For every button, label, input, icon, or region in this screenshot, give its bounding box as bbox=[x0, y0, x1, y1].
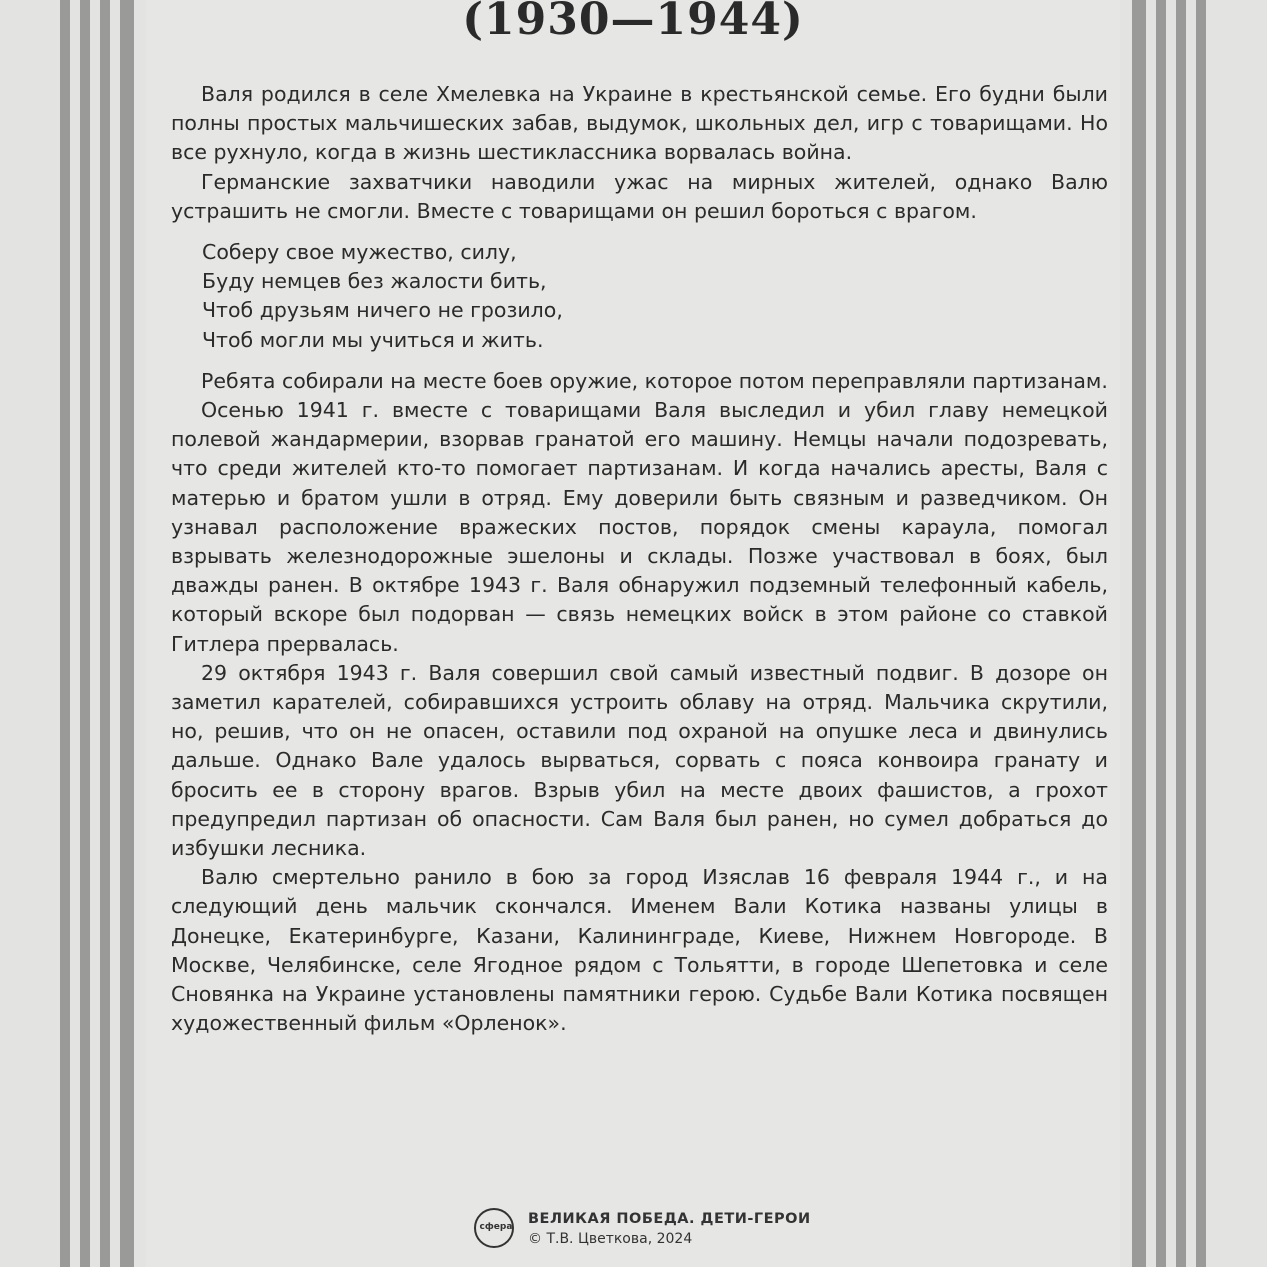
paragraph: Ребята собирали на месте боев оружие, которое потом переправляли партизанам. bbox=[201, 368, 1108, 393]
poem-line: Чтоб могли мы учиться и жить. bbox=[202, 327, 544, 352]
paragraph: Валю смертельно ранило в бою за город Изяслав 16 февраля 1944 г., и на следующий день мальчик скончался. Именем Вали Котика названы улицы в Донецке, Екатеринбурге, Казани, Калининграде, Киеве, Нижнем Новгороде. В Москве, Челябинске, селе Ягодное рядом с Тольятти, в городе Шепетовка и селе Сновянка на Украине установлены памятники герою. Судьбе Вали Котика посвящен художественный фильм «Орленок». bbox=[171, 865, 1108, 1036]
border-stripe bbox=[100, 0, 110, 1267]
paragraph: Валя родился в селе Хмелевка на Украине в крестьянской семье. Его будни были полны простых мальчишеских забав, выдумок, школьных дел, игр с товарищами. Но все рухнуло, когда в жизнь шестиклассника ворвалась война. bbox=[171, 82, 1108, 165]
footer bbox=[474, 1208, 834, 1254]
poem-line: Буду немцев без жалости бить, bbox=[202, 269, 547, 294]
border-stripe bbox=[1156, 0, 1166, 1267]
poem-line: Чтоб друзьям ничего не грозило, bbox=[202, 298, 563, 323]
poem bbox=[202, 238, 1108, 355]
article-body bbox=[171, 80, 1108, 1039]
text-sheet bbox=[146, 0, 1120, 1267]
paragraph: Осенью 1941 г. вместе с товарищами Валя выследил и убил главу немецкой полевой жандармерии, взорвав гранатой его машину. Немцы начали подозревать, что среди жителей кто-то помогает партизанам. И когда начались аресты, Валя с матерью и братом ушли в отряд. Ему доверили быть связным и разведчиком. Он узнавал расположение вражеских постов, порядок смены караула, помогал взрывать железнодорожные эшелоны и склады. Позже участвовал в боях, был дважды ранен. В октябре 1943 г. Валя обнаружил подземный телефонный кабель, который вскоре был подорван — связь немецких войск в этом районе со ставкой Гитлера прервалась. bbox=[171, 398, 1108, 656]
page-title: (1930—1944) bbox=[462, 0, 804, 45]
border-stripe bbox=[120, 0, 134, 1267]
border-stripe bbox=[1176, 0, 1186, 1267]
paragraph: Германские захватчики наводили ужас на мирных жителей, однако Валю устрашить не смогли. Вместе с товарищами он решил бороться с врагом. bbox=[171, 169, 1108, 223]
border-stripe bbox=[1196, 0, 1206, 1267]
logo-text: сфера bbox=[479, 1222, 513, 1232]
border-stripe bbox=[60, 0, 70, 1267]
copyright: © Т.В. Цветкова, 2024 bbox=[528, 1231, 693, 1247]
publisher-logo-icon bbox=[474, 1208, 514, 1248]
poem-line: Соберу свое мужество, силу, bbox=[202, 240, 517, 265]
border-stripe bbox=[1132, 0, 1146, 1267]
series-title: ВЕЛИКАЯ ПОБЕДА. ДЕТИ-ГЕРОИ bbox=[528, 1211, 811, 1227]
paragraph: 29 октября 1943 г. Валя совершил свой самый известный подвиг. В дозоре он заметил карателей, собиравшихся устроить облаву на отряд. Мальчика скрутили, но, решив, что он не опасен, оставили под охраной на опушке леса и двинулись дальше. Однако Вале удалось вырваться, сорвать с пояса конвоира гранату и бросить ее в сторону врагов. Взрыв убил на месте двоих фашистов, а грохот предупредил партизан об опасности. Сам Валя был ранен, но сумел добраться до избушки лесника. bbox=[171, 660, 1108, 861]
border-stripe bbox=[80, 0, 90, 1267]
